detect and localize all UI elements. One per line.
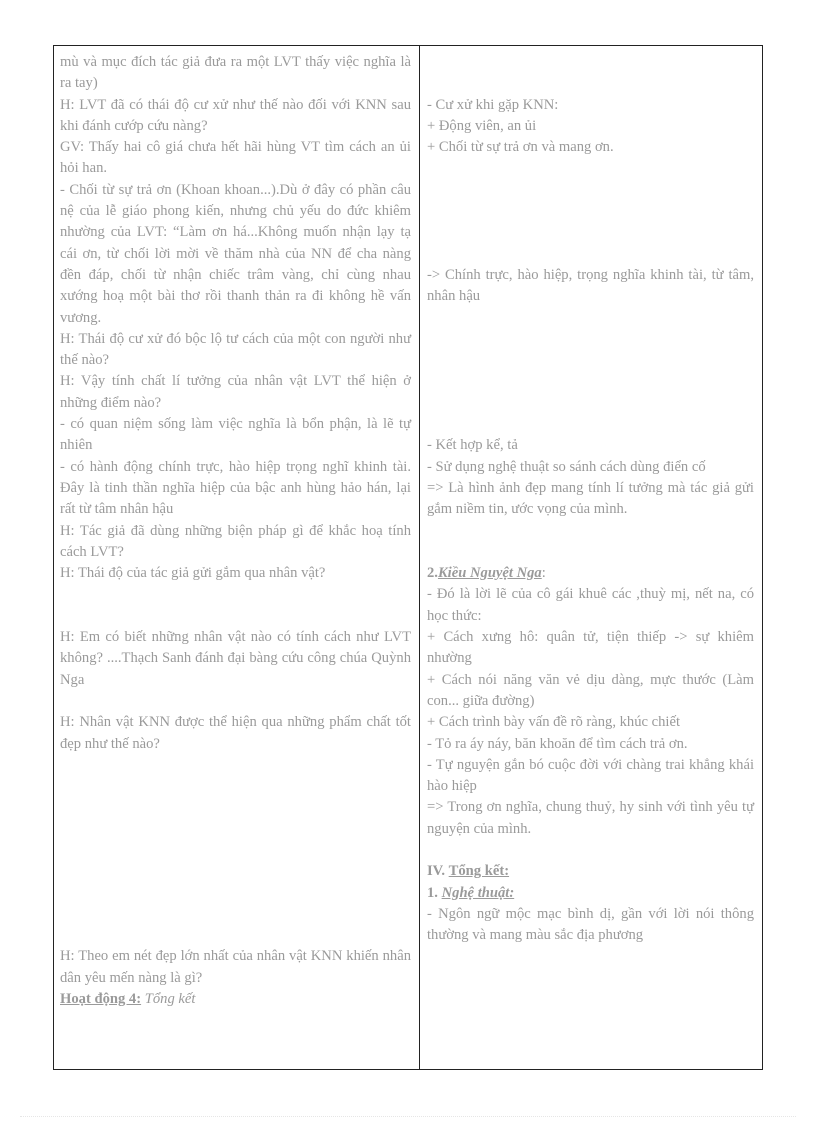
answer-summary: => Trong ơn nghĩa, chung thuỷ, hy sinh với tình yêu tự nguyện của mình. — [427, 799, 754, 837]
answers-column — [427, 52, 754, 946]
left-text-1: mù và mục đích tác giả đưa ra một LVT thấy việc nghĩa là ra tay) — [60, 54, 411, 92]
activity-heading — [60, 989, 411, 1010]
section-colon: : — [541, 565, 546, 582]
answer-behavior: - Cư xử khi gặp KNN: — [427, 96, 559, 113]
question-character: H: Thái độ cư xử đó bộc lộ tư cách của một con người như thế nào? — [60, 330, 411, 369]
answer-devotion: - Tự nguyện gắn bó cuộc đời với chàng trai khẳng khái hào hiệp — [427, 756, 754, 795]
answer-refuse: + Chối từ sự trả ơn và mang ơn. — [427, 139, 614, 156]
answer-comparison: - Sử dụng nghệ thuật so sánh cách dùng điển cố — [427, 458, 706, 475]
page-footer-line — [20, 1116, 796, 1117]
question-treatment: H: LVT đã có thái độ cư xử như thế nào đối với KNN sau khi đánh cướp cứu nàng? — [60, 96, 411, 134]
column-divider — [419, 46, 420, 1069]
answer-manner: + Cách nói năng văn vẻ dịu dàng, mực thước (Làm con... giữa đường) — [427, 671, 754, 709]
answer-presentation: + Cách trình bày vấn đề rõ ràng, khúc chiết — [427, 714, 680, 731]
activity-label: Hoạt động 4: — [60, 991, 142, 1008]
answer-encourage: + Động viên, an ủi — [427, 117, 537, 134]
answer-address: + Cách xưng hô: quân tử, tiện thiếp -> sự khiêm nhường — [427, 629, 754, 667]
question-ideal: H: Vậy tính chất lí tưởng của nhân vật LVT thể hiện ở những điểm nào? — [60, 373, 411, 411]
section-heading-knn — [427, 563, 754, 584]
art-heading — [427, 883, 754, 904]
activity-title: Tổng kết — [144, 991, 196, 1008]
left-text-view: - có quan niệm sống làm việc nghĩa là bổn phận, là lẽ tự nhiên — [60, 416, 411, 454]
question-techniques: H: Tác giả đã dùng những biện pháp gì để khắc hoạ tính cách LVT? — [60, 522, 411, 560]
left-text-refusal: - Chối từ sự trả ơn (Khoan khoan...).Dù ở đây có phần câu nệ của lễ giáo phong kiến, nhưng chủ yếu do đức khiêm nhường của LVT: “Làm ơn há...Không muốn nhận lạy tạ cái ơn, từ chối lời mời về thăm nhà của NN để cha nàng đền đáp, chối từ nhận chiếc trâm vàng, chỉ cùng nhau xướng hoạ một bài thơ rồi thanh thản ra đi không hề vấn vương. — [60, 181, 411, 326]
left-text-action: - có hành động chính trực, hào hiệp trọng nghĩ khinh tài. Đây là tinh thần nghĩa hiệp của bậc anh hùng hảo hán, lại rất từ tâm nhân hậu — [60, 458, 411, 518]
answer-character: -> Chính trực, hào hiệp, trọng nghĩa khinh tài, từ tâm, nhân hậu — [427, 266, 754, 305]
summary-heading — [427, 861, 754, 882]
lesson-table — [53, 45, 763, 1070]
question-knn-beauty: H: Theo em nét đẹp lớn nhất của nhân vật KNN khiến nhân dân yêu mến nàng là gì? — [60, 948, 411, 986]
art-number: 1. — [427, 884, 438, 901]
answer-gratitude: - Tỏ ra áy náy, băn khoăn để tìm cách trả ơn. — [427, 735, 688, 752]
section-title: Kiều Nguyệt Nga — [437, 565, 542, 582]
question-attitude: H: Thái độ của tác giả gửi gắm qua nhân vật? — [60, 565, 326, 582]
summary-title: Tổng kết: — [448, 863, 510, 880]
answer-language: - Ngôn ngữ mộc mạc bình dị, gần với lời nói thông thường và mang màu sắc địa phương — [427, 905, 754, 944]
answer-narration: - Kết hợp kể, tả — [427, 437, 518, 454]
question-knn-qualities: H: Nhân vật KNN được thể hiện qua những phẩm chất tốt đẹp như thế nào? — [60, 714, 411, 752]
answer-conclusion: => Là hình ảnh đẹp mang tính lí tưởng mà tác giả gửi gắm niềm tin, ước vọng của mình. — [427, 479, 754, 518]
summary-number: IV. — [427, 863, 445, 880]
section-number: 2. — [427, 565, 438, 582]
teacher-questions-column — [60, 52, 411, 1010]
art-title: Nghệ thuật: — [441, 884, 515, 901]
teacher-note: GV: Thấy hai cô giá chưa hết hãi hùng VT tìm cách an ủi hỏi han. — [60, 139, 411, 177]
answer-speech: - Đó là lời lẽ của cô gái khuê các ,thuỳ mị, nết na, có học thức: — [427, 586, 754, 624]
question-similar-characters: H: Em có biết những nhân vật nào có tính cách như LVT không? ....Thạch Sanh đánh đại bàng cứu công chúa Quỳnh Nga — [60, 629, 411, 688]
